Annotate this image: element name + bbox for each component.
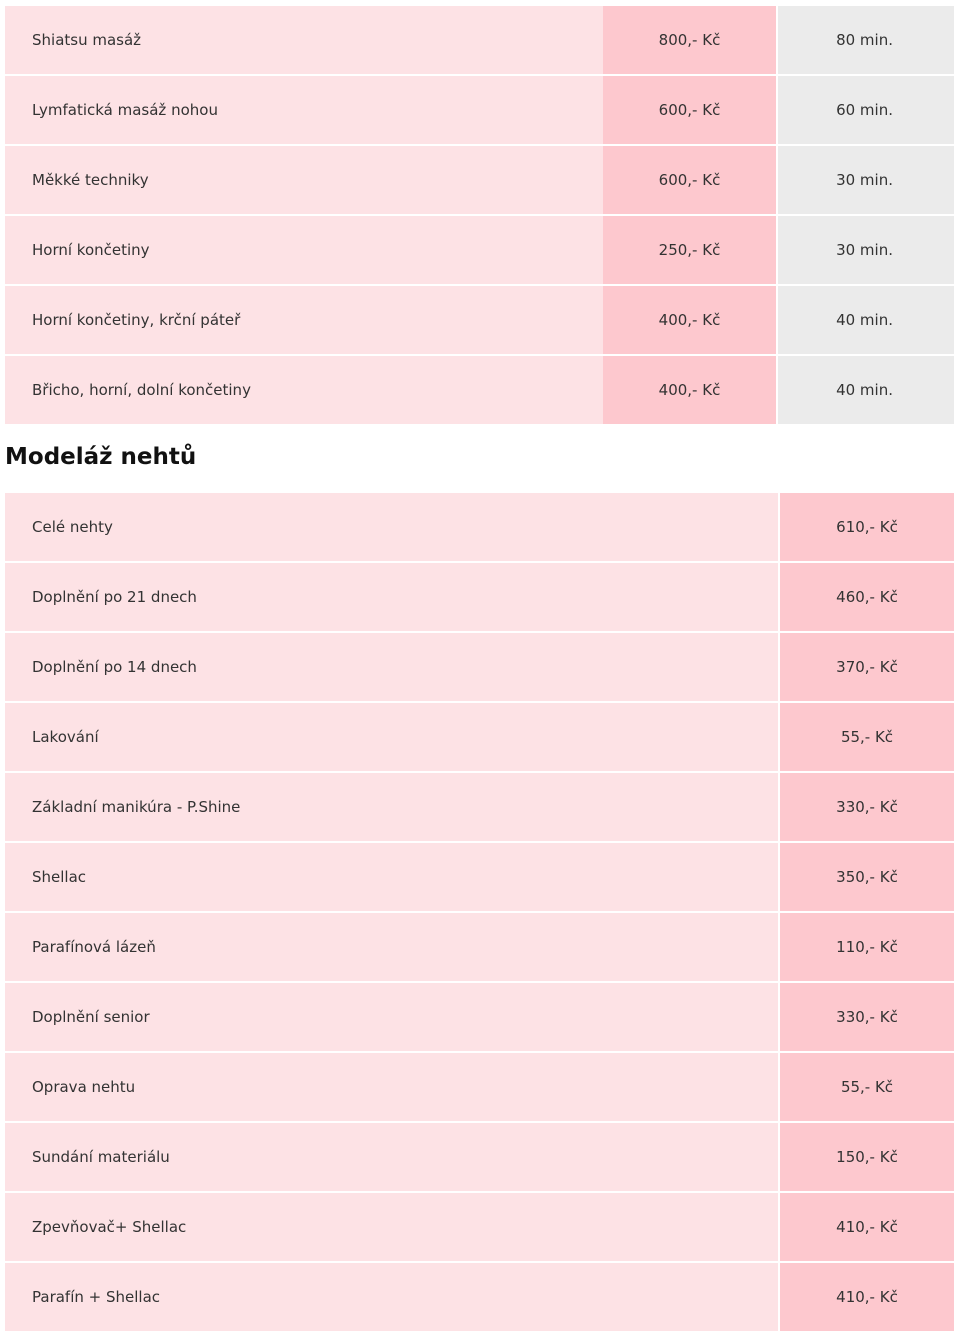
- table-row: [5, 1052, 954, 1122]
- service-name: Celé nehty: [5, 493, 779, 562]
- service-name: Zpevňovač+ Shellac: [5, 1192, 779, 1262]
- table-row: [5, 215, 954, 285]
- service-price: 800,- Kč: [603, 6, 777, 75]
- table-row: [5, 6, 954, 75]
- service-price: 610,- Kč: [779, 493, 954, 562]
- service-price: 110,- Kč: [779, 912, 954, 982]
- service-name: Lymfatická masáž nohou: [5, 75, 603, 145]
- service-name: Shiatsu masáž: [5, 6, 603, 75]
- service-name: Sundání materiálu: [5, 1122, 779, 1192]
- table-row: [5, 145, 954, 215]
- table-row: [5, 702, 954, 772]
- table-row: [5, 842, 954, 912]
- service-name: Doplnění senior: [5, 982, 779, 1052]
- table-row: [5, 912, 954, 982]
- table-row: [5, 632, 954, 702]
- table-row: [5, 1122, 954, 1192]
- service-name: Shellac: [5, 842, 779, 912]
- table-row: [5, 1262, 954, 1331]
- service-price: 410,- Kč: [779, 1262, 954, 1331]
- service-duration: 80 min.: [777, 6, 954, 75]
- service-price: 55,- Kč: [779, 702, 954, 772]
- service-price: 400,- Kč: [603, 355, 777, 424]
- service-price: 350,- Kč: [779, 842, 954, 912]
- service-price: 410,- Kč: [779, 1192, 954, 1262]
- service-name: Parafín + Shellac: [5, 1262, 779, 1331]
- service-name: Základní manikúra - P.Shine: [5, 772, 779, 842]
- service-name: Oprava nehtu: [5, 1052, 779, 1122]
- service-duration: 40 min.: [777, 355, 954, 424]
- service-price: 55,- Kč: [779, 1052, 954, 1122]
- service-name: Doplnění po 14 dnech: [5, 632, 779, 702]
- service-name: Horní končetiny: [5, 215, 603, 285]
- service-duration: 60 min.: [777, 75, 954, 145]
- service-duration: 30 min.: [777, 215, 954, 285]
- service-price: 330,- Kč: [779, 772, 954, 842]
- service-duration: 30 min.: [777, 145, 954, 215]
- service-price: 330,- Kč: [779, 982, 954, 1052]
- table-row: [5, 493, 954, 562]
- table-row: [5, 1192, 954, 1262]
- table-row: [5, 562, 954, 632]
- section-heading-nails: Modeláž nehtů: [5, 444, 197, 470]
- nails-price-table: [5, 493, 954, 1331]
- service-name: Horní končetiny, krční páteř: [5, 285, 603, 355]
- service-duration: 40 min.: [777, 285, 954, 355]
- service-name: Parafínová lázeň: [5, 912, 779, 982]
- service-price: 600,- Kč: [603, 145, 777, 215]
- massage-price-table: [5, 6, 954, 424]
- service-price: 250,- Kč: [603, 215, 777, 285]
- table-row: [5, 355, 954, 424]
- table-row: [5, 772, 954, 842]
- table-row: [5, 285, 954, 355]
- service-name: Doplnění po 21 dnech: [5, 562, 779, 632]
- service-price: 370,- Kč: [779, 632, 954, 702]
- table-row: [5, 982, 954, 1052]
- service-price: 150,- Kč: [779, 1122, 954, 1192]
- service-name: Lakování: [5, 702, 779, 772]
- service-name: Břicho, horní, dolní končetiny: [5, 355, 603, 424]
- service-price: 600,- Kč: [603, 75, 777, 145]
- service-name: Měkké techniky: [5, 145, 603, 215]
- table-row: [5, 75, 954, 145]
- service-price: 460,- Kč: [779, 562, 954, 632]
- service-price: 400,- Kč: [603, 285, 777, 355]
